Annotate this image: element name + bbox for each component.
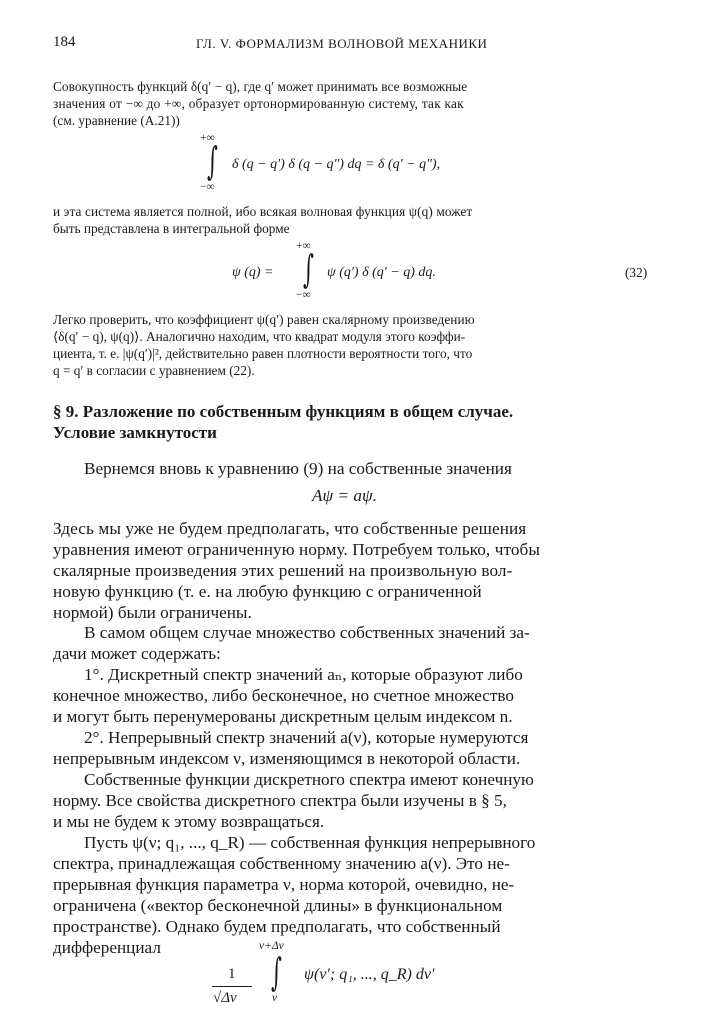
equation-eigen: Aψ = aψ. — [312, 486, 377, 505]
fraction-bar — [212, 986, 252, 987]
text-line: скалярные произведения этих решений на произвольную вол- — [53, 561, 513, 580]
integral-lower-limit: −∞ — [296, 289, 311, 301]
text-line: ⟨δ(q′ − q), ψ(q)⟩. Аналогично находим, что квадрат модуля этого коэффи- — [53, 329, 466, 344]
text-line: непрерывным индексом ν, изменяющимся в некоторой области. — [53, 749, 521, 768]
text-line: новую функцию (т. е. на любую функцию с ограниченной — [53, 582, 482, 601]
section-title: § 9. Разложение по собственным функциям в общем случае. — [53, 402, 514, 421]
text-line: нормой) были ограничены. — [53, 603, 252, 622]
text-line: 1°. Дискретный спектр значений aₙ, которые образуют либо — [84, 665, 523, 684]
text-line: Легко проверить, что коэффициент ψ(q′) равен скалярному произведению — [53, 312, 475, 327]
equation-body: δ (q − q′) δ (q − q″) dq = δ (q′ − q″), — [232, 157, 441, 172]
text-line: Совокупность функций δ(q′ − q), где q′ может принимать все возможные — [53, 79, 468, 94]
text-line: дачи может содержать: — [53, 644, 221, 663]
text-line: Здесь мы уже не будем предполагать, что собственные решения — [53, 519, 527, 538]
text-line: ограничена («вектор бесконечной длины» в функциональном — [53, 896, 503, 915]
integral-upper-limit: ν+Δν — [259, 940, 284, 952]
integral-upper-limit: +∞ — [296, 240, 311, 252]
equation-body: ψ (q′) δ (q′ − q) dq. — [327, 265, 436, 280]
text-line: циента, т. е. |ψ(q′)|², действительно равен плотности вероятности того, что — [53, 346, 473, 361]
fraction-numerator: 1 — [228, 966, 236, 982]
text-line: норму. Все свойства дискретного спектра были изучены в § 5, — [53, 791, 507, 810]
text-line: 2°. Непрерывный спектр значений a(ν), которые нумеруются — [84, 728, 529, 747]
text-line: быть представлена в интегральной форме — [53, 221, 290, 236]
text-line: Вернемся вновь к уравнению (9) на собственные значения — [84, 459, 512, 478]
text-line: прерывная функция параметра ν, норма которой, очевидно, не- — [53, 875, 515, 894]
text-line: спектра, принадлежащая собственному значению a(ν). Это не- — [53, 854, 510, 873]
integral-upper-limit: +∞ — [200, 132, 215, 144]
text-line: пространстве). Однако будем предполагать, что собственный — [53, 917, 501, 936]
running-title: ГЛ. V. ФОРМАЛИЗМ ВОЛНОВОЙ МЕХАНИКИ — [196, 36, 488, 51]
text-line: и могут быть перенумерованы дискретным целым индексом n. — [53, 707, 513, 726]
page-number: 184 — [53, 34, 76, 50]
text-line: уравнения имеют ограниченную норму. Потребуем только, чтобы — [53, 540, 541, 559]
section-subtitle: Условие замкнутости — [53, 423, 217, 442]
text-line: Пусть ψ(ν; q₁, ..., q_R) — собственная функция непрерывного — [84, 833, 536, 852]
equation-lhs: ψ (q) = — [232, 265, 274, 280]
text-line: конечное множество, либо бесконечное, но счетное множество — [53, 686, 515, 705]
equation-body: ψ(ν′; q₁, ..., q_R) dν′ — [304, 966, 435, 983]
text-line: и мы не будем к этому возвращаться. — [53, 812, 325, 831]
text-line: Собственные функции дискретного спектра имеют конечную — [84, 770, 534, 789]
text-line: значения от −∞ до +∞, образует ортонормированную систему, так как — [53, 96, 464, 111]
integral-lower-limit: ν — [272, 992, 278, 1004]
integral-sign-icon: ∫ — [303, 247, 314, 291]
text-line: q = q′ в согласии с уравнением (22). — [53, 363, 255, 378]
text-line: (см. уравнение (A.21)) — [53, 113, 180, 128]
text-line: дифференциал — [53, 938, 161, 957]
integral-lower-limit: −∞ — [200, 181, 215, 193]
fraction-denominator: √Δν — [213, 990, 237, 1006]
text-line: В самом общем случае множество собственных значений за- — [84, 623, 530, 642]
equation-number: (32) — [625, 265, 648, 280]
integral-sign-icon: ∫ — [207, 139, 218, 183]
text-line: и эта система является полной, ибо всякая волновая функция ψ(q) может — [53, 204, 473, 219]
integral-sign-icon: ∫ — [271, 950, 282, 994]
